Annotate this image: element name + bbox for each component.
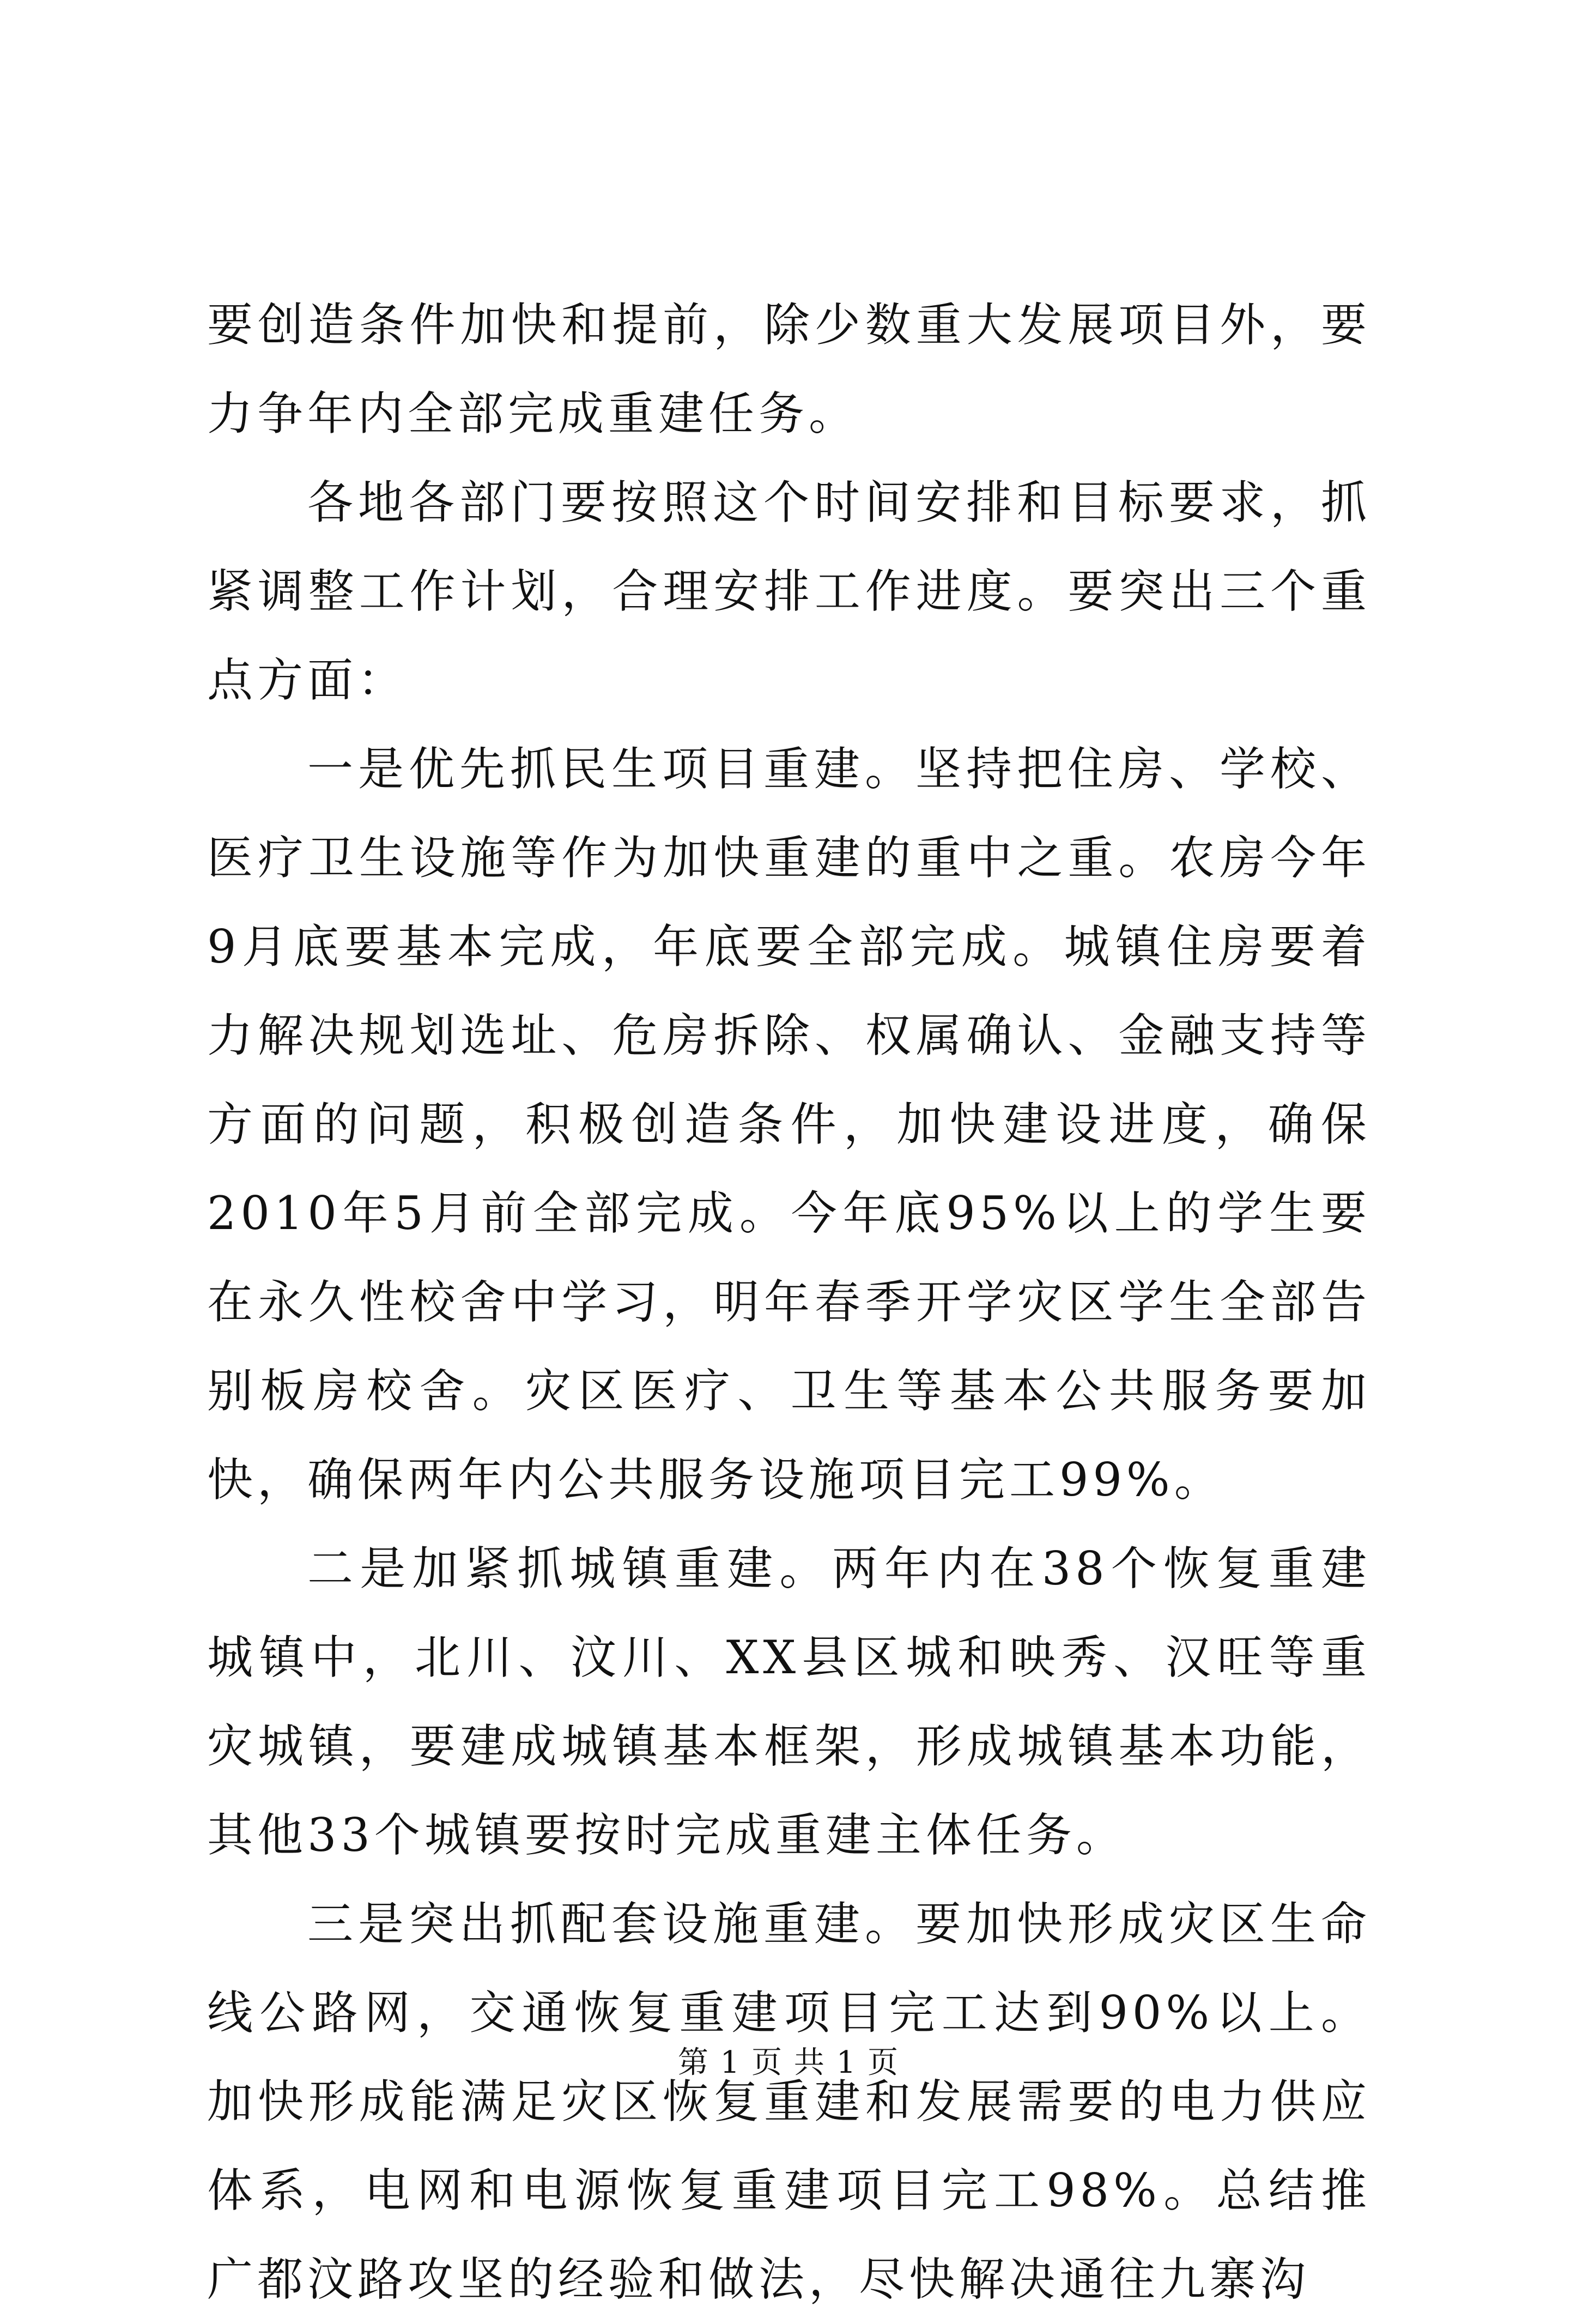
paragraph-2: 各地各部门要按照这个时间安排和目标要求，抓紧调整工作计划，合理安排工作进度。要突出三个重点方面： bbox=[207, 476, 1371, 707]
page-footer: 第 1 页 共 1 页 bbox=[677, 2045, 900, 2080]
paragraph-1: 要创造条件加快和提前，除少数重大发展项目外，要力争年内全部完成重建任务。 bbox=[207, 298, 1371, 440]
paragraph-3: 一是优先抓民生项目重建。坚持把住房、学校、医疗卫生设施等作为加快重建的重中之重。农房今年9月底要基本完成，年底要全部完成。城镇住房要着力解决规划选址、危房拆除、权属确认、金融支持等方面的问题，积极创造条件，加快建设进度，确保2010年5月前全部完成。今年底95%以上的学生要在永久性校舍中学习，明年春季开学灾区学生全部告别板房校舍。灾区医疗、卫生等基本公共服务要加快，确保两年内公共服务设施项目完工99%。 bbox=[207, 742, 1371, 1506]
paragraph-4: 二是加紧抓城镇重建。两年内在38个恢复重建城镇中，北川、汶川、XX县区城和映秀、汉旺等重灾城镇，要建成城镇基本框架，形成城镇基本功能，其他33个城镇要按时完成重建主体任务。 bbox=[207, 1542, 1371, 1862]
paragraph-5: 三是突出抓配套设施重建。要加快形成灾区生命线公路网，交通恢复重建项目完工达到90%以上。加快形成能满足灾区恢复重建和发展需要的电力供应体系，电网和电源恢复重建项目完工98%。总结推广都汶路攻坚的经验和做法，尽快解决通往九寨沟 bbox=[207, 1897, 1371, 2306]
document-body bbox=[207, 281, 1371, 2324]
